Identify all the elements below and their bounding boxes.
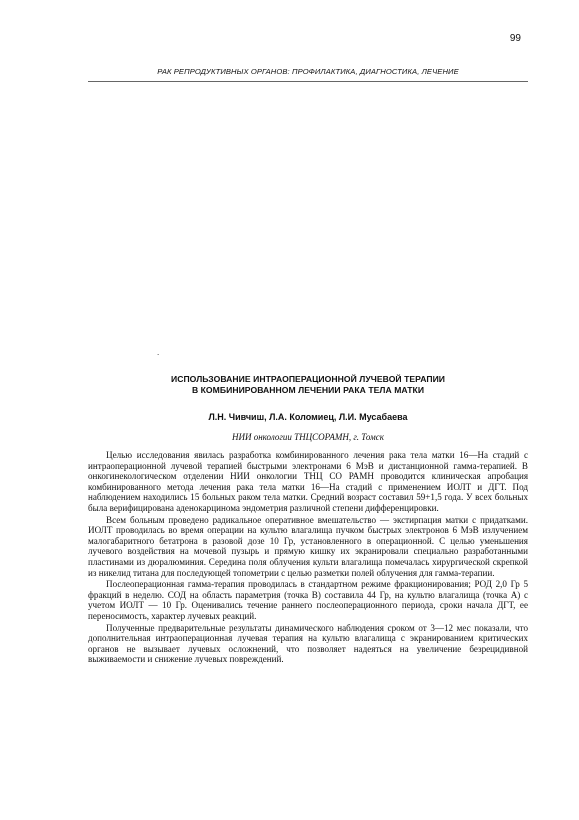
running-header: РАК РЕПРОДУКТИВНЫХ ОРГАНОВ: ПРОФИЛАКТИКА, ДИАГНОСТИКА, ЛЕЧЕНИЕ xyxy=(157,67,459,76)
paragraph: Послеоперационная гамма-терапия проводилась в стандартном режиме фракционирования; РОД 2,0 Гр 5 фракций в неделю. СОД на область параметрия (точка В) составила 44 Гр, на культю влагалища (точка А) с учетом ИОЛТ — 10 Гр. Оценивались течение раннего послеоперационного периода, сроки начала ДГТ, ее переносимость, характер лучевых реакций. xyxy=(88,579,528,621)
affiliation: НИИ онкологии ТНЦСОРАМН, г. Томск xyxy=(231,432,385,442)
article-title-line-2: В КОМБИНИРОВАННОМ ЛЕЧЕНИИ РАКА ТЕЛА МАТКИ xyxy=(191,384,425,395)
authors: Л.Н. Чивчиш, Л.А. Коломиец, Л.И. Мусабаева xyxy=(208,412,408,422)
header-rule xyxy=(88,81,528,82)
article-body xyxy=(88,450,528,665)
page-number: 99 xyxy=(509,33,521,44)
stray-mark: . xyxy=(157,348,160,357)
article-title-line-1: ИСПОЛЬЗОВАНИЕ ИНТРАОПЕРАЦИОННОЙ ЛУЧЕВОЙ ТЕРАПИИ xyxy=(170,374,446,384)
paragraph: Целью исследования явилась разработка комбинированного лечения рака тела матки 16—На стадий с интраоперационной лучевой терапией быстрыми электронами 6 МэВ и дистанционной гамма-терапией. В онкогинекологическом отделении НИИ онкологии ТНЦ СО РАМН проводится клиническая апробация комбинированного метода лечения рака тела матки 16—На стадий с применением ИОЛТ и ДГТ. Под наблюдением находились 15 больных раком тела матки. Средний возраст составил 59+1,5 года. У всех больных была верифицирована аденокарцинома эндометрия различной степени дифференцировки. xyxy=(88,450,528,513)
paragraph: Полученные предварительные результаты динамического наблюдения сроком от 3—12 мес показали, что дополнительная интраоперационная лучевая терапия на культю влагалища с экранированием критических органов не вызывает лучевых осложнений, что позволяет надеяться на увеличение безрецидивной выживаемости и снижение лучевых повреждений. xyxy=(88,622,528,665)
article-title xyxy=(88,374,528,395)
paragraph: Всем больным проведено радикальное оперативное вмешательство — экстирпация матки с придатками. ИОЛТ проводилась во время операции на культю влагалища пучком быстрых электронов 6 МэВ излучением малогабаритного бетатрона в разовой дозе 10 Гр, установленного в операционной. С целью уменьшения лучевого воздействия на мочевой пузырь и прямую кишку их экранировали специально разработанными пластинами из дюралюминия. Середина поля облучения культи влагалища помечалась хирургической скрепкой из никелид титана для последующей топометрии с целью разметки полей облучения для гамма-терапии. xyxy=(88,514,528,578)
